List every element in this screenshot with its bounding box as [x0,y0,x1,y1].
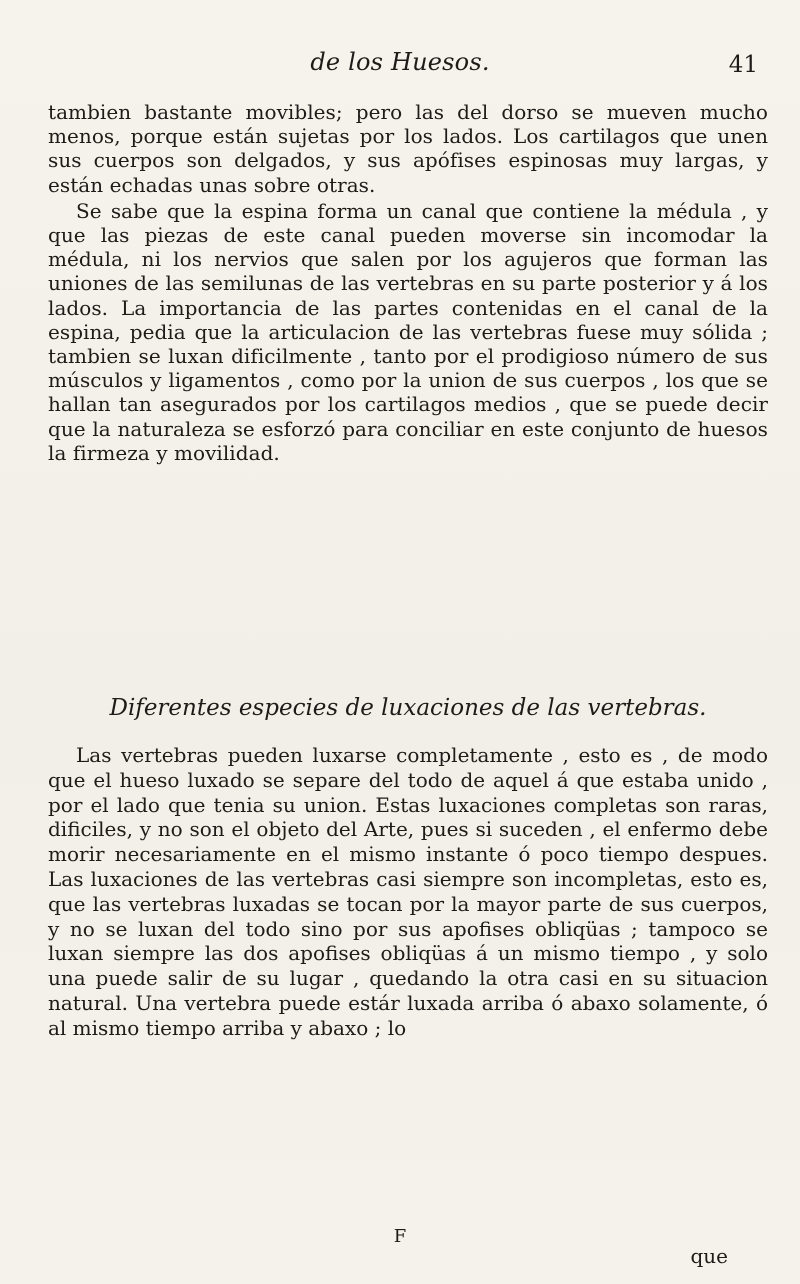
paragraph-1: tambien bastante movibles; pero las del dorso se mueven mucho menos, porque están sujetas por los lados. Los cartilagos que unen sus cuerpos son delgados, y sus apófises espinosas muy largas, y están echadas unas sobre otras. [48,100,768,197]
signature-mark: F [393,1226,407,1247]
running-title: de los Huesos. [310,48,490,76]
running-head [0,48,800,82]
catchword: que [690,1244,728,1268]
section-title: Diferentes especies de luxaciones de las vertebras. [109,695,707,721]
paragraph-2: Se sabe que la espina forma un canal que contiene la médula , y que las piezas de este canal pueden moverse sin incomodar la médula, ni los nervios que salen por los agujeros que forman las uniones de las semilunas de las vertebras en su parte posterior y á los lados. La importancia de las partes contenidas en el canal de la espina, pedia que la articulacion de las vertebras fuese muy sólida ; tambien se luxan dificilmente , tanto por el prodigioso número de sus músculos y ligamentos , como por la union de sus cuerpos , los que se hallan tan asegurados por los cartilagos medios , que se puede decir que la naturaleza se esforzó para conciliar en este conjunto de huesos la firmeza y movilidad. [48,198,768,465]
body-text [48,100,768,465]
page-number: 41 [728,52,758,78]
section-paragraph: Las vertebras pueden luxarse completamente , esto es , de modo que el hueso luxado se separe del todo de aquel á que estaba unido , por el lado que tenia su union. Estas luxaciones completas son raras, dificiles, y no son el objeto del Arte, pues si suceden , el enfermo debe morir necesariamente en el mismo instante ó poco tiempo despues. Las luxaciones de las vertebras casi siempre son incompletas, esto es, que las vertebras luxadas se tocan por la mayor parte de sus cuerpos, y no se luxan del todo sino por sus apofises obliqüas ; tampoco se luxan siempre las dos apofises obliqüas á un mismo tiempo , y solo una puede salir de su lugar , quedando la otra casi en su situacion natural. Una vertebra puede estár luxada arriba ó abaxo solamente, ó al mismo tiempo arriba y abaxo ; lo [48,743,768,1040]
